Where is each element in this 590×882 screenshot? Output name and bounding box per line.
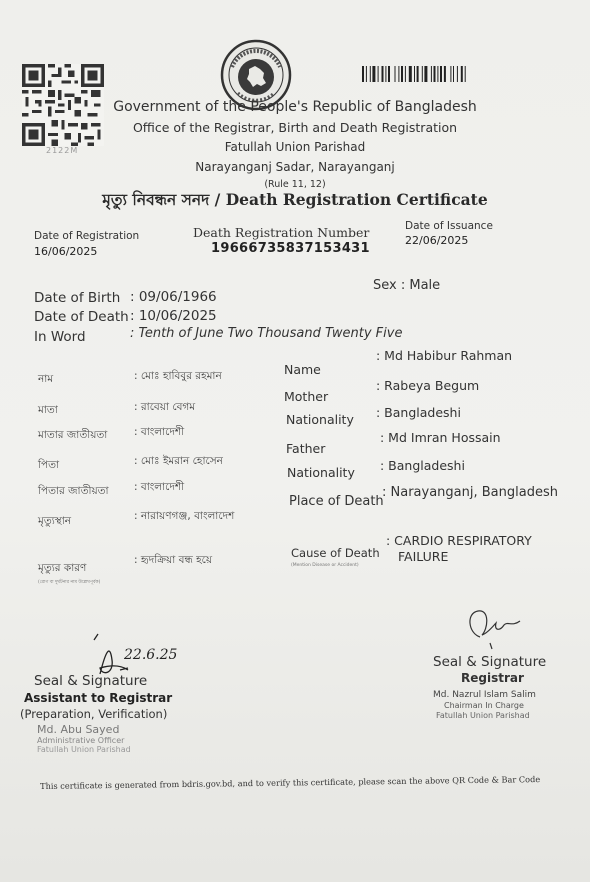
registrar-title-1: Chairman In Charge <box>444 701 524 710</box>
bn-mother-nationality-label: মাতার জাতীয়তা <box>38 429 108 441</box>
en-place-label: Place of Death <box>289 494 384 509</box>
right-seal-label: Seal & Signature <box>433 654 547 670</box>
en-place-value: : Narayanganj, Bangladesh <box>382 485 558 500</box>
en-father-label: Father <box>286 441 326 456</box>
in-word-label: In Word <box>34 329 86 345</box>
bn-father-label: পিতা <box>38 459 60 471</box>
bn-father-nationality-value: : বাংলাদেশী <box>134 481 185 493</box>
registration-date-value: 16/06/2025 <box>34 245 98 258</box>
handwritten-date: 22.6.25 <box>124 647 178 663</box>
assistant-title-2: Fatullah Union Parishad <box>37 745 131 754</box>
sex-value: Sex : Male <box>373 278 441 293</box>
barcode <box>362 66 500 82</box>
bn-mother-nationality-value: : বাংলাদেশী <box>134 426 185 438</box>
en-mother-nationality-label: Nationality <box>286 412 354 427</box>
office-title: Office of the Registrar, Birth and Death Registration <box>132 120 458 135</box>
in-word-value: : Tenth of June Two Thousand Twenty Five <box>130 326 403 341</box>
assistant-name: Md. Abu Sayed <box>37 723 120 736</box>
birth-date-value: : 09/06/1966 <box>130 289 217 305</box>
en-cause-value-1: : CARDIO RESPIRATORY <box>386 533 532 548</box>
registrar-role: Registrar <box>461 671 524 685</box>
issuance-date-value: 22/06/2025 <box>405 234 469 247</box>
en-mother-label: Mother <box>284 389 329 404</box>
location-line: Narayanganj Sadar, Narayanganj <box>195 160 395 174</box>
en-cause-value-2: FAILURE <box>398 549 449 564</box>
bn-father-nationality-label: পিতার জাতীয়তা <box>38 485 109 497</box>
assistant-role: Assistant to Registrar <box>24 691 173 705</box>
en-name-value: : Md Habibur Rahman <box>376 348 513 363</box>
death-date-label: Date of Death <box>34 309 129 325</box>
assistant-subrole: (Preparation, Verification) <box>20 707 168 721</box>
issuance-date-label: Date of Issuance <box>405 220 493 232</box>
bn-mother-value: : রাবেয়া বেগম <box>134 401 196 413</box>
bn-mother-label: মাতা <box>38 404 58 416</box>
registration-number-value: 19666735837153431 <box>211 241 370 256</box>
bn-cause-note: (রোগ বা দুর্ঘটনার নাম উল্লেখপূর্বক) <box>38 580 101 585</box>
bn-place-label: মৃত্যুস্থান <box>38 515 72 527</box>
en-father-value: : Md Imran Hossain <box>380 430 501 445</box>
birth-date-label: Date of Birth <box>34 290 121 306</box>
union-parishad: Fatullah Union Parishad <box>224 140 366 154</box>
registrar-signature <box>460 603 530 653</box>
registrar-title-2: Fatullah Union Parishad <box>436 711 530 720</box>
bn-place-value: : নারায়ণগঞ্জ, বাংলাদেশ <box>134 510 235 522</box>
government-title: Government of the People's Republic of Bangladesh <box>113 99 477 115</box>
qr-caption: 2122M <box>46 146 79 155</box>
registrar-name: Md. Nazrul Islam Salim <box>433 690 536 700</box>
bn-father-value: : মোঃ ইমরান হোসেন <box>134 455 223 467</box>
en-father-nationality-value: : Bangladeshi <box>380 458 465 473</box>
bn-cause-value: : হৃদক্রিয়া বন্ধ হয়ে <box>134 554 213 566</box>
registration-date-label: Date of Registration <box>34 230 140 242</box>
registration-number-label: Death Registration Number <box>193 225 370 240</box>
en-cause-label: Cause of Death <box>291 546 380 560</box>
verification-note: This certificate is generated from bdris.gov.bd, and to verify this certificate, please scan the above QR Code & Bar Code <box>40 774 541 791</box>
rule-line: (Rule 11, 12) <box>264 179 326 190</box>
bn-name-value: : মোঃ হাবিবুর রহমান <box>134 370 222 382</box>
page-title: মৃত্যু নিবন্ধন সনদ / Death Registration Certificate <box>102 190 488 209</box>
bn-cause-label: মৃত্যুর কারণ <box>38 562 87 574</box>
en-father-nationality-label: Nationality <box>287 465 355 480</box>
en-mother-nationality-value: : Bangladeshi <box>376 405 461 420</box>
death-date-value: : 10/06/2025 <box>130 308 217 324</box>
en-name-label: Name <box>284 362 321 377</box>
left-seal-label: Seal & Signature <box>34 673 148 689</box>
en-cause-note: (Mention Disease or Accident) <box>291 563 359 568</box>
en-mother-value: : Rabeya Begum <box>376 378 480 393</box>
bn-name-label: নাম <box>38 373 54 385</box>
assistant-title-1: Administrative Officer <box>37 736 125 745</box>
